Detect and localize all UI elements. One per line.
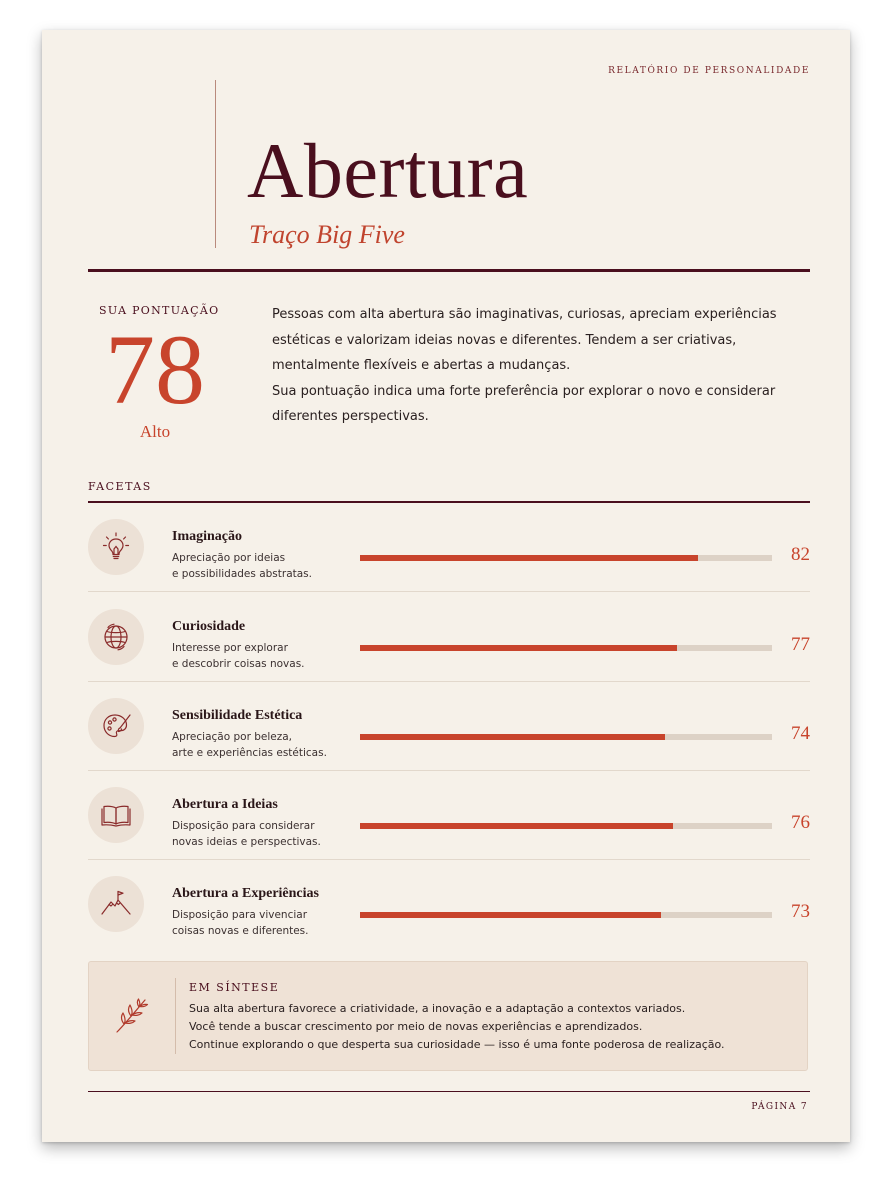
facet-score: 73 [791,901,810,922]
facet-name: Imaginação [172,529,242,544]
page-number: PÁGINA 7 [751,1102,808,1112]
facet-row-sensibilidade-estetica [88,682,810,771]
title-vertical-rule [215,80,216,248]
header-divider [88,269,810,272]
trait-description [272,302,792,430]
report-label: RELATÓRIO DE PERSONALIDADE [608,66,810,76]
facet-bar-track [360,823,772,829]
facet-description-line: Disposição para vivenciar [172,909,308,921]
facet-description-line: Apreciação por ideias [172,552,286,564]
facet-score: 74 [791,723,810,744]
palette-icon [88,698,144,754]
facet-bar-track [360,734,772,740]
summary-text [189,1000,789,1054]
facet-description-line: Apreciação por beleza, [172,731,293,743]
facet-description [172,640,362,672]
facet-score: 77 [791,634,810,655]
summary-vertical-rule [175,978,176,1054]
score-label: SUA PONTUAÇÃO [99,304,220,317]
facet-name: Curiosidade [172,619,246,634]
book-icon [88,787,144,843]
page-title: Abertura [247,127,529,214]
facet-bar-fill [360,912,661,918]
facet-description-line: novas ideias e perspectivas. [172,836,321,848]
facet-bar-track [360,912,772,918]
footer-divider [88,1091,810,1092]
description-paragraph: Sua pontuação indica uma forte preferência por explorar o novo e considerar diferentes perspectivas. [272,383,776,424]
facet-name: Abertura a Ideias [172,797,278,812]
score-value: 78 [105,314,205,425]
facet-row-abertura-a-experiencias [88,860,810,949]
facet-row-curiosidade [88,593,810,682]
leaf-branch-icon [111,992,157,1038]
facet-description [172,818,362,850]
globe-icon [88,609,144,665]
summary-line: Continue explorando o que desperta sua curiosidade — isso é uma fonte poderosa de realização. [189,1038,725,1051]
facet-description [172,729,362,761]
summary-box [88,961,808,1071]
facet-description [172,907,362,939]
facet-bar-fill [360,823,673,829]
summary-title: EM SÍNTESE [189,981,280,994]
facet-description-line: coisas novas e diferentes. [172,925,309,937]
facet-description-line: e descobrir coisas novas. [172,658,305,670]
facets-heading: FACETAS [88,480,152,493]
facet-bar-fill [360,645,677,651]
facet-description-line: arte e experiências estéticas. [172,747,327,759]
facet-bar-fill [360,734,665,740]
lightbulb-icon [88,519,144,575]
facet-bar-track [360,645,772,651]
facet-description [172,550,362,582]
description-paragraph: Pessoas com alta abertura são imaginativas, curiosas, apreciam experiências estéticas e valorizam ideias novas e diferentes. Tendem a ser criativas, mentalmente flexíveis e abertas a mudanças. [272,307,777,373]
facet-row-imaginacao [88,503,810,592]
facet-description-line: e possibilidades abstratas. [172,568,312,580]
mountain-flag-icon [88,876,144,932]
facet-score: 76 [791,812,810,833]
summary-line: Sua alta abertura favorece a criatividade, a inovação e a adaptação a contextos variados. [189,1002,686,1015]
facet-description-line: Interesse por explorar [172,642,288,654]
facet-row-abertura-a-ideias [88,771,810,860]
facet-bar-fill [360,555,698,561]
page-subtitle: Traço Big Five [249,220,405,249]
facet-name: Abertura a Experiências [172,886,319,901]
summary-line: Você tende a buscar crescimento por meio de novas experiências e aprendizados. [189,1020,643,1033]
facet-description-line: Disposição para considerar [172,820,315,832]
facet-name: Sensibilidade Estética [172,708,303,723]
facet-bar-track [360,555,772,561]
report-page [42,30,850,1142]
score-level: Alto [139,422,171,441]
facet-score: 82 [791,544,810,565]
